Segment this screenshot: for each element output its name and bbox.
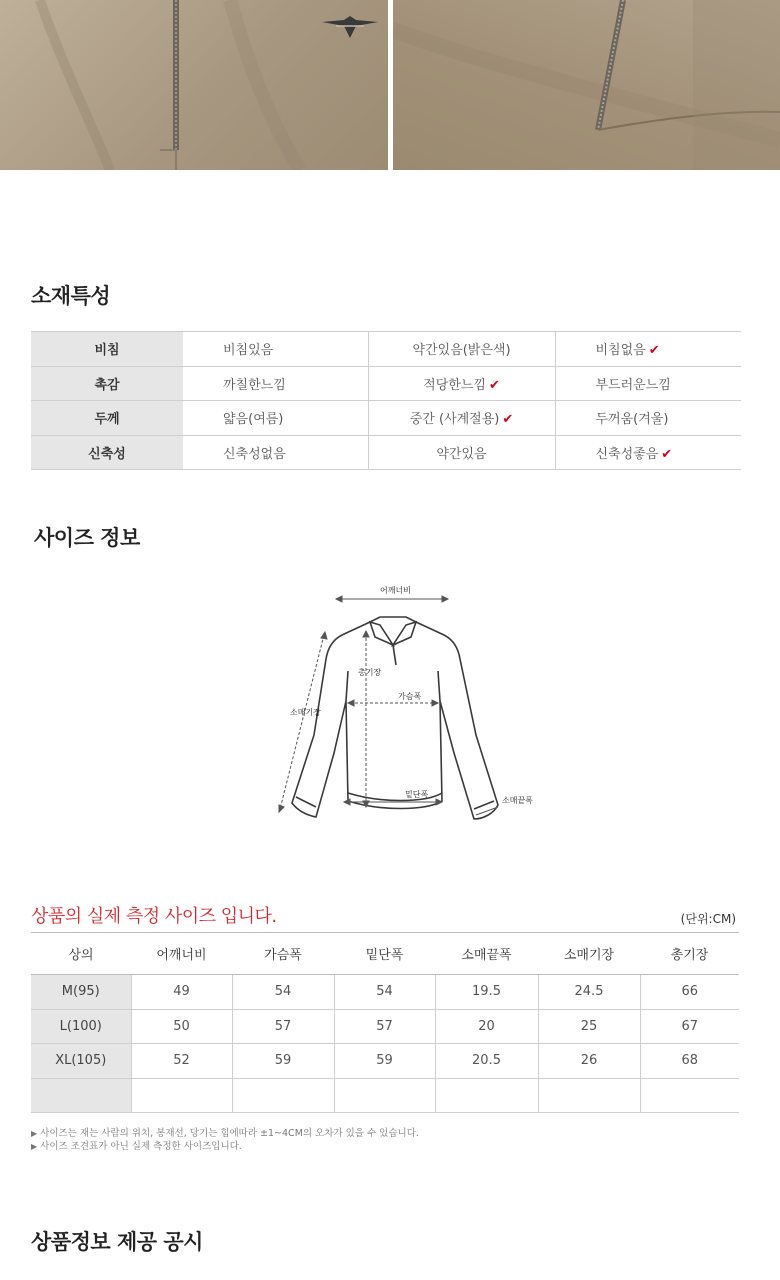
table-row <box>31 401 741 436</box>
material-option-selected: 적당한느낌 ✔ <box>368 366 555 401</box>
measure-unit: (단위:CM) <box>680 912 736 926</box>
material-label: 두께 <box>31 401 183 436</box>
table-cell: 66 <box>640 975 739 1010</box>
size-label: M(95) <box>31 975 131 1010</box>
material-option: 까칠한느낌 <box>183 366 368 401</box>
check-icon: ✔ <box>502 412 514 428</box>
product-notice-title: 상품정보 제공 공시 <box>31 1230 203 1254</box>
measure-headline: 상품의 실제 측정 사이즈 입니다. <box>31 906 277 927</box>
column-header: 밑단폭 <box>334 933 435 975</box>
check-icon: ✔ <box>648 343 660 359</box>
table-cell <box>435 1078 538 1112</box>
note-item: ▶ 사이즈는 재는 사람의 위치, 봉재선, 당기는 힘에따라 ±1~4CM의 오차가 있을 수 있습니다. <box>31 1128 419 1139</box>
size-label: L(100) <box>31 1009 131 1044</box>
jacket-outline-icon <box>292 617 498 819</box>
table-cell: 26 <box>538 1044 640 1079</box>
size-label: XL(105) <box>31 1044 131 1079</box>
material-option: 비침있음 <box>183 332 368 367</box>
material-option: 신축성없음 <box>183 435 368 470</box>
table-row <box>31 332 741 367</box>
material-section-title: 소재특성 <box>31 284 111 308</box>
table-cell: 54 <box>232 975 334 1010</box>
material-option-selected: 비침없음 ✔ <box>555 332 741 367</box>
table-header-row <box>31 933 739 975</box>
column-header: 소매기장 <box>538 933 640 975</box>
column-header: 어깨너비 <box>131 933 232 975</box>
table-cell <box>640 1078 739 1112</box>
product-photos <box>0 0 780 170</box>
table-cell: 49 <box>131 975 232 1010</box>
material-label: 신축성 <box>31 435 183 470</box>
table-cell: 24.5 <box>538 975 640 1010</box>
check-icon: ✔ <box>488 377 500 393</box>
size-info-section-title: 사이즈 정보 <box>34 526 140 550</box>
product-photo-side-pocket <box>393 0 780 170</box>
material-option: 부드러운느낌 <box>555 366 741 401</box>
table-row <box>31 1009 739 1044</box>
diagram-label-cuff: 소매끝폭 <box>502 796 533 805</box>
table-cell: 59 <box>232 1044 334 1079</box>
column-header: 총기장 <box>640 933 739 975</box>
table-row <box>31 1044 739 1079</box>
table-cell: 57 <box>232 1009 334 1044</box>
table-cell: 67 <box>640 1009 739 1044</box>
table-row <box>31 366 741 401</box>
table-cell <box>538 1078 640 1112</box>
table-cell: 68 <box>640 1044 739 1079</box>
material-option: 두꺼움(겨울) <box>555 401 741 436</box>
material-option-selected: 중간 (사계절용) ✔ <box>368 401 555 436</box>
size-label <box>31 1078 131 1112</box>
material-table <box>31 331 741 470</box>
note-item: ▶ 사이즈 조견표가 아닌 실제 측정한 사이즈입니다. <box>31 1141 242 1152</box>
product-photo-front-zipper <box>0 0 388 170</box>
diagram-label-shoulder: 어깨너비 <box>380 586 411 595</box>
triangle-bullet-icon: ▶ <box>31 1142 38 1151</box>
diagram-label-length: 총기장 <box>358 668 382 677</box>
diagram-label-chest: 가슴폭 <box>398 692 422 701</box>
check-icon: ✔ <box>661 446 673 462</box>
table-cell: 20 <box>435 1009 538 1044</box>
column-header: 소매끝폭 <box>435 933 538 975</box>
size-measurement-diagram <box>270 575 550 835</box>
table-cell <box>131 1078 232 1112</box>
material-option-selected: 신축성좋음 ✔ <box>555 435 741 470</box>
material-option: 약간있음 <box>368 435 555 470</box>
table-cell: 54 <box>334 975 435 1010</box>
table-cell: 59 <box>334 1044 435 1079</box>
size-notes <box>31 1127 419 1153</box>
table-cell: 52 <box>131 1044 232 1079</box>
table-row <box>31 1078 739 1112</box>
table-cell: 20.5 <box>435 1044 538 1079</box>
table-row <box>31 435 741 470</box>
material-label: 촉감 <box>31 366 183 401</box>
table-cell: 57 <box>334 1009 435 1044</box>
size-table <box>31 932 739 1113</box>
material-label: 비침 <box>31 332 183 367</box>
diagram-label-hem: 밑단폭 <box>405 790 429 799</box>
material-option: 약간있음(밝은색) <box>368 332 555 367</box>
brand-logo-emblem <box>322 16 378 38</box>
column-header: 가슴폭 <box>232 933 334 975</box>
material-option: 얇음(여름) <box>183 401 368 436</box>
diagram-label-sleeve: 소매기장 <box>290 708 321 717</box>
table-row <box>31 975 739 1010</box>
table-cell: 50 <box>131 1009 232 1044</box>
table-cell <box>334 1078 435 1112</box>
table-cell <box>232 1078 334 1112</box>
table-cell: 19.5 <box>435 975 538 1010</box>
triangle-bullet-icon: ▶ <box>31 1129 38 1138</box>
column-header: 상의 <box>31 933 131 975</box>
table-cell: 25 <box>538 1009 640 1044</box>
